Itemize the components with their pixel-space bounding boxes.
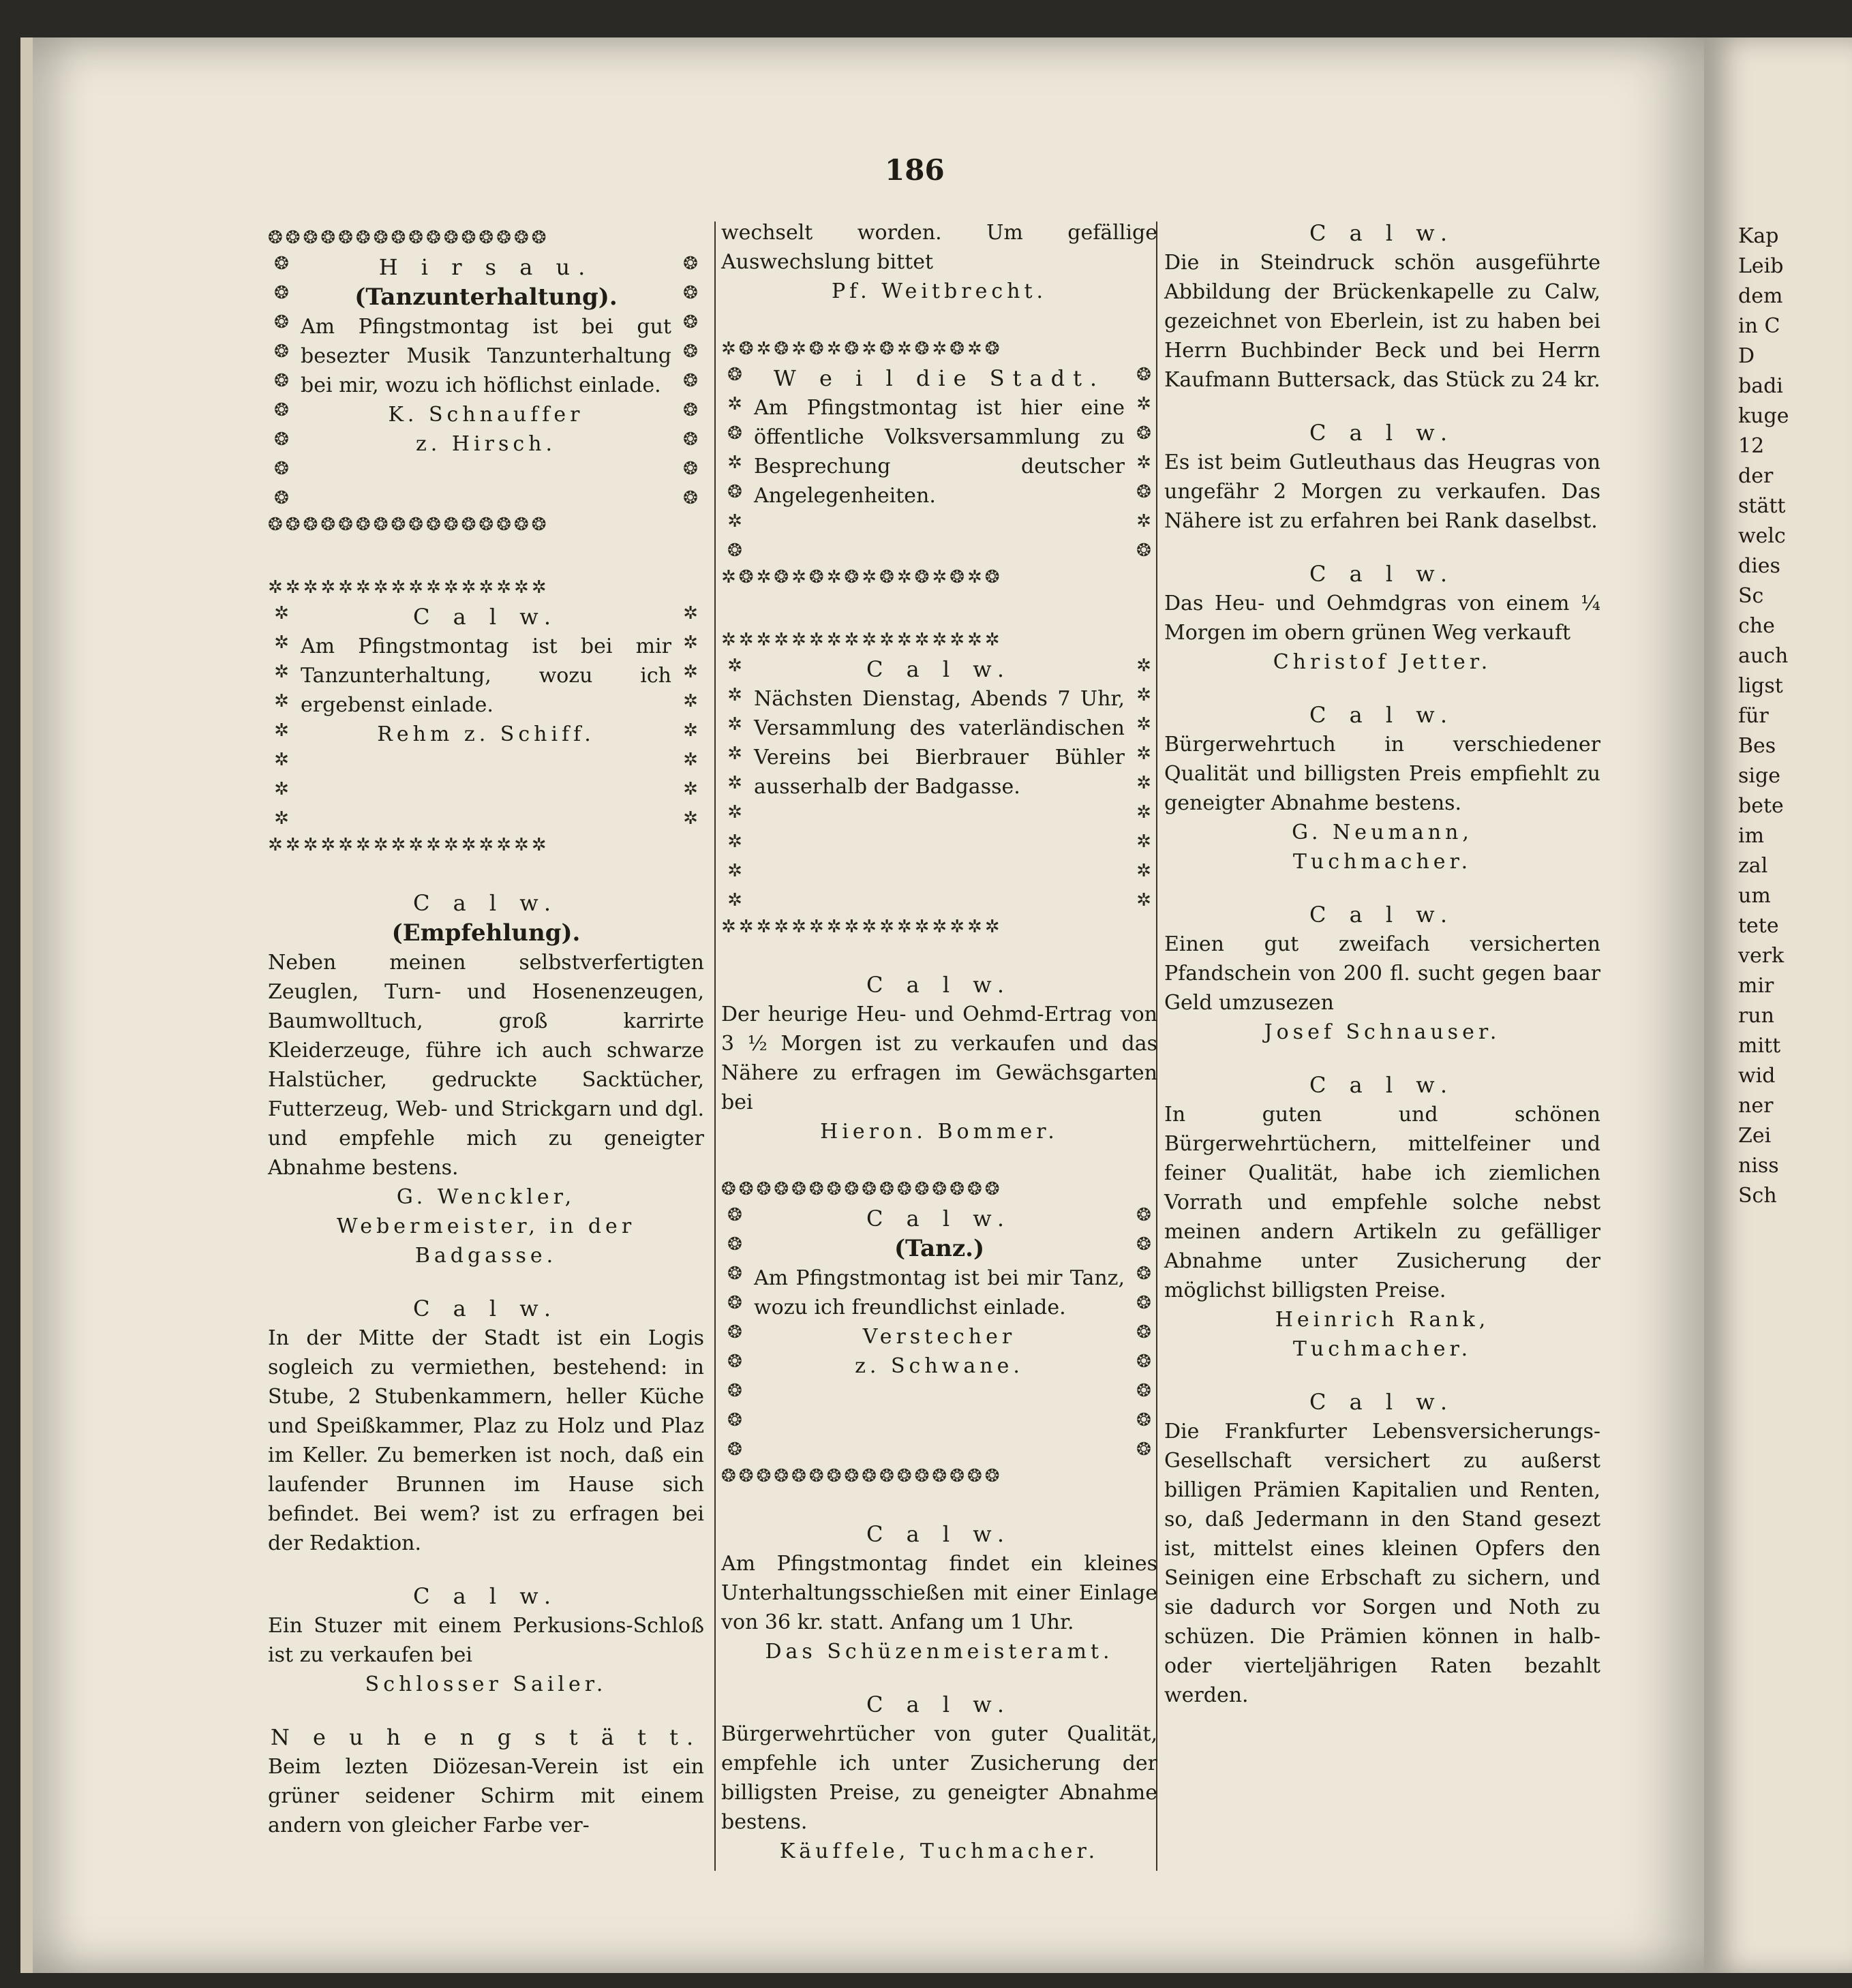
advertisement: [721, 1169, 1157, 1496]
ad-place: C a l w.: [412, 890, 560, 916]
advertisement: [721, 1689, 1157, 1866]
next-page-line: Leib: [1738, 254, 1784, 278]
advertisement: [1164, 700, 1600, 876]
advertisement: [268, 1722, 704, 1840]
advertisement: [1164, 559, 1600, 677]
next-page-line: verk: [1738, 944, 1785, 968]
ornament-box: [721, 1201, 1157, 1465]
next-page-line: auch: [1738, 644, 1789, 668]
next-page-line: badi: [1738, 374, 1783, 398]
next-page-line: mitt: [1738, 1034, 1781, 1058]
ad-text: Es ist beim Gutleuthaus das Heugras von ungefähr 2 Morgen zu verkaufen. Das Nähere ist zu erfahren bei Rank daselbst.: [1164, 450, 1600, 533]
column-3: [1164, 218, 1600, 1733]
next-page-line: welc: [1738, 524, 1786, 548]
ornament-border-bottom: ✲✲✲✲✲✲✲✲✲✲✲✲✲✲✲✲: [268, 835, 549, 855]
ad-text: Am Pfingstmontag ist hier eine öffentliche Volksversammlung zu Besprechung deutscher Angelegenheiten.: [754, 396, 1125, 508]
ad-place: C a l w.: [412, 1583, 560, 1609]
ad-place: C a l w.: [1309, 1389, 1456, 1415]
advertisement: [1164, 1387, 1600, 1710]
next-page-line: für: [1738, 704, 1769, 728]
ad-place: W e i l die Stadt.: [773, 365, 1106, 391]
ad-signature: Käuffele, Tuchmacher.: [779, 1839, 1099, 1863]
advertisement: [268, 1581, 704, 1699]
ad-place: C a l w.: [866, 1692, 1013, 1717]
ad-place: C a l w.: [866, 656, 1013, 682]
ad-body: [748, 1201, 1130, 1465]
ad-text: wechselt worden. Um gefällige Auswechslung bittet: [721, 221, 1157, 274]
next-page-line: mir: [1738, 974, 1774, 998]
ornament-border-bottom: ✲✲✲✲✲✲✲✲✲✲✲✲✲✲✲✲: [721, 917, 1003, 937]
ad-place: N e u h e n g s t ä t t.: [270, 1724, 702, 1750]
next-page-line: Bes: [1738, 734, 1776, 758]
ad-text: Der heurige Heu- und Oehmd-Ertrag von 3 ½ Morgen ist zu verkaufen und das Nähere zu erfragen im Gewächsgarten bei: [721, 1003, 1157, 1114]
ad-text: In der Mitte der Stadt ist ein Logis sogleich zu vermiethen, bestehend: in Stube, 2 Stubenkammern, heller Küche und Speißkammer, Plaz zu Holz und Plaz im Keller. Zu bemerken ist noch, daß ein laufender Brunnen im Hause sich befindet. Bei wem? ist zu erfragen bei der Redaktion.: [268, 1326, 704, 1555]
advertisement: [721, 970, 1157, 1146]
ad-place: C a l w.: [1309, 902, 1456, 928]
ad-text: Die Frankfurter Lebensversicherungs-Gesellschaft versichert zu außerst billigen Prämien Kapitalien und Renten, so, daß Jedermann in den Stand gesezt ist, mittelst eines kleinen Opfers den Seinigen eine Erbschaft zu sichern, und sie dadurch vor Sorgen und Noth zu schüzen. Die Prämien können in halb- oder vierteljährigen Raten bezahlt werden.: [1164, 1420, 1600, 1707]
page-number: 186: [885, 153, 945, 187]
ad-signature: Josef Schnauser.: [1264, 1020, 1501, 1044]
ad-text: Beim lezten Diözesan-Verein ist ein grüner seidener Schirm mit einem andern von gleicher Farbe ver-: [268, 1755, 704, 1837]
ornament-box: [268, 249, 704, 513]
ornament-side-right: ❂ ❂ ❂ ❂ ❂ ❂ ❂ ❂ ❂: [683, 254, 698, 508]
ornament-border-top: ✲✲✲✲✲✲✲✲✲✲✲✲✲✲✲✲: [721, 630, 1003, 650]
ad-signature: Das Schüzenmeisteramt.: [765, 1640, 1114, 1664]
ad-place: C a l w.: [412, 1296, 560, 1321]
ornament-side-left: ❂ ✲ ❂ ✲ ❂ ✲ ❂: [727, 365, 742, 561]
ad-body: [295, 599, 677, 834]
ad-text: Einen gut zweifach versicherten Pfandschein von 200 fl. sucht gegen baar Geld umzusezen: [1164, 932, 1600, 1015]
next-page-line: run: [1738, 1004, 1774, 1028]
column-1: [268, 218, 704, 1863]
next-page-line: niss: [1738, 1154, 1779, 1178]
ad-place: C a l w.: [1309, 420, 1456, 446]
next-page-line: sige: [1738, 764, 1780, 788]
ad-signature-line2: Tuchmacher.: [1292, 1337, 1472, 1361]
next-page-line: ligst: [1738, 674, 1783, 698]
next-page-line: tete: [1738, 914, 1779, 938]
ad-signature-line2: z. Hirsch.: [415, 432, 557, 456]
advertisement: [268, 218, 704, 545]
next-page-edge: [1704, 37, 1852, 1973]
ad-place: H i r s a u.: [378, 254, 594, 280]
next-page-line: bete: [1738, 794, 1784, 818]
next-page-line: kuge: [1738, 404, 1789, 428]
advertisement: [1164, 218, 1600, 395]
ad-place: C a l w.: [866, 1521, 1013, 1547]
ornament-side-right: ✲ ✲ ✲ ✲ ✲ ✲ ✲ ✲: [683, 603, 698, 829]
advertisement: [721, 329, 1157, 597]
ad-text: Neben meinen selbstverfertigten Zeuglen, Turn- und Hosenenzeugen, Baumwolltuch, groß karrirte Kleiderzeuge, führe ich auch schwarze Halstücher, gedruckte Sacktücher, Futterzeug, Web- und Strickgarn und dgl. und empfehle mich zu geneigter Abnahme bestens.: [268, 951, 704, 1180]
ad-place: C a l w.: [866, 1206, 1013, 1232]
advertisement: [1164, 1070, 1600, 1364]
advertisement: [721, 218, 1157, 306]
next-page-line: D: [1738, 344, 1755, 368]
ad-text: Nächsten Dienstag, Abends 7 Uhr, Versammlung des vaterländischen Vereins bei Bierbrauer Bühler ausserhalb der Badgasse.: [754, 687, 1125, 799]
newspaper-page: [20, 37, 1716, 1973]
ad-heading: (Empfehlung).: [391, 919, 581, 947]
ad-text: Am Pfingstmontag ist bei gut besezter Musik Tanzunterhaltung bei mir, wozu ich höflichst einlade.: [301, 315, 671, 397]
next-page-line: Kap: [1738, 224, 1779, 248]
ornament-border-bottom: ❂❂❂❂❂❂❂❂❂❂❂❂❂❂❂❂: [721, 1466, 1003, 1486]
ad-body: [748, 652, 1130, 915]
ornament-side-left: ❂ ❂ ❂ ❂ ❂ ❂ ❂ ❂ ❂: [274, 254, 289, 508]
next-page-line: im: [1738, 824, 1765, 848]
ad-text: Ein Stuzer mit einem Perkusions-Schloß ist zu verkaufen bei: [268, 1614, 704, 1667]
ad-signature: Hieron. Bommer.: [820, 1120, 1059, 1144]
ad-text: In guten und schönen Bürgerwehrtüchern, mittelfeiner und feiner Qualität, habe ich ziemlichen Vorrath und empfehle solche nebst meinen andern Artikeln zu gefälliger Abnahme unter Zusicherung der möglichst billigsten Preise.: [1164, 1103, 1600, 1302]
next-page-line: stätt: [1738, 494, 1786, 518]
advertisement: [268, 1294, 704, 1558]
ad-signature: G. Neumann,: [1292, 821, 1473, 844]
next-page-line: ner: [1738, 1094, 1774, 1118]
next-page-line: Sc: [1738, 584, 1764, 608]
ad-body: [748, 361, 1130, 566]
ornament-box: [268, 599, 704, 834]
ornament-box: [721, 361, 1157, 566]
ad-place: C a l w.: [1309, 702, 1456, 728]
ornament-side-left: ✲ ✲ ✲ ✲ ✲ ✲ ✲ ✲ ✲: [727, 656, 742, 911]
ad-signature: Rehm z. Schiff.: [377, 722, 595, 746]
advertisement: [1164, 418, 1600, 536]
ornament-border-top: ✲✲✲✲✲✲✲✲✲✲✲✲✲✲✲✲: [268, 577, 549, 598]
ornament-border-top: ❂❂❂❂❂❂❂❂❂❂❂❂❂❂❂❂: [721, 1179, 1003, 1199]
ad-heading: (Tanzunterhaltung).: [354, 284, 618, 311]
ad-text: Bürgerwehrtücher von guter Qualität, empfehle ich unter Zusicherung der billigsten Preise, zu geneigter Abnahme bestens.: [721, 1722, 1157, 1834]
next-page-line: dies: [1738, 554, 1780, 578]
ad-place: C a l w.: [412, 604, 560, 630]
ad-signature: G. Wenckler,: [396, 1185, 576, 1209]
ornament-border-top: ✲❂✲❂✲❂✲❂✲❂✲❂✲❂✲❂: [721, 339, 1003, 359]
ad-signature: Schlosser Sailer.: [365, 1672, 607, 1696]
ornament-side-right: ✲ ✲ ✲ ✲ ✲ ✲ ✲ ✲ ✲: [1136, 656, 1151, 911]
next-page-line: zal: [1738, 854, 1768, 878]
next-page-fragments: [1738, 221, 1789, 1211]
ad-body: [295, 249, 677, 513]
ad-text: Bürgerwehrtuch in verschiedener Qualität und billigsten Preis empfiehlt zu geneigter Abnahme bestens.: [1164, 733, 1600, 815]
column-rule: [714, 221, 716, 1871]
advertisement: [721, 620, 1157, 947]
ad-signature: Heinrich Rank,: [1275, 1308, 1490, 1332]
ornament-side-left: ❂ ❂ ❂ ❂ ❂ ❂ ❂ ❂ ❂: [727, 1205, 742, 1460]
next-page-line: Sch: [1738, 1184, 1777, 1208]
ad-text: Das Heu- und Oehmdgras von einem ¼ Morgen im obern grünen Weg verkauft: [1164, 592, 1600, 645]
ad-signature-line2: Webermeister, in der Badgasse.: [336, 1214, 636, 1268]
advertisement: [1164, 900, 1600, 1047]
ad-signature: Verstecher: [862, 1325, 1016, 1349]
ad-text: Am Pfingstmontag ist bei mir Tanzunterhaltung, wozu ich ergebenst einlade.: [301, 634, 671, 717]
advertisement: [721, 1519, 1157, 1666]
next-page-line: der: [1738, 464, 1774, 488]
advertisement: [268, 888, 704, 1270]
ad-text: Die in Steindruck schön ausgeführte Abbildung der Brückenkapelle zu Calw, gezeichnet von Eberlein, ist zu haben bei Herrn Buchbinder Beck und bei Herrn Kaufmann Buttersack, das Stück zu 24 kr.: [1164, 251, 1600, 392]
next-page-line: Zei: [1738, 1124, 1772, 1148]
next-page-line: um: [1738, 884, 1771, 908]
next-page-line: in C: [1738, 314, 1780, 338]
ornament-side-right: ❂ ✲ ❂ ✲ ❂ ✲ ❂: [1136, 365, 1151, 561]
next-page-line: dem: [1738, 284, 1783, 308]
ad-signature: Christof Jetter.: [1273, 650, 1492, 674]
ad-signature: K. Schnauffer: [388, 403, 584, 427]
ornament-border-bottom: ✲❂✲❂✲❂✲❂✲❂✲❂✲❂✲❂: [721, 567, 1003, 587]
ornament-box: [721, 652, 1157, 915]
next-page-line: wid: [1738, 1064, 1776, 1088]
ornament-side-right: ❂ ❂ ❂ ❂ ❂ ❂ ❂ ❂ ❂: [1136, 1205, 1151, 1460]
ad-text: Am Pfingstmontag findet ein kleines Unterhaltungsschießen mit einer Einlage von 36 kr. statt. Anfang um 1 Uhr.: [721, 1552, 1157, 1634]
ad-text: Am Pfingstmontag ist bei mir Tanz, wozu ich freundlichst einlade.: [754, 1266, 1125, 1319]
ad-signature-line2: z. Schwane.: [855, 1354, 1024, 1378]
ad-place: C a l w.: [866, 972, 1013, 998]
ad-place: C a l w.: [1309, 561, 1456, 587]
ad-signature: Pf. Weitbrecht.: [831, 279, 1048, 303]
next-page-line: che: [1738, 614, 1775, 638]
column-2: [721, 218, 1157, 1889]
ornament-side-left: ✲ ✲ ✲ ✲ ✲ ✲ ✲ ✲: [274, 603, 289, 829]
advertisement: [268, 568, 704, 865]
ad-signature-line2: Tuchmacher.: [1292, 850, 1472, 874]
ornament-border-bottom: ❂❂❂❂❂❂❂❂❂❂❂❂❂❂❂❂: [268, 515, 549, 535]
next-page-line: 12: [1738, 434, 1765, 458]
ad-place: C a l w.: [1309, 220, 1456, 246]
ornament-border-top: ❂❂❂❂❂❂❂❂❂❂❂❂❂❂❂❂: [268, 228, 549, 248]
ad-heading: (Tanz.): [894, 1235, 985, 1262]
ad-place: C a l w.: [1309, 1072, 1456, 1098]
